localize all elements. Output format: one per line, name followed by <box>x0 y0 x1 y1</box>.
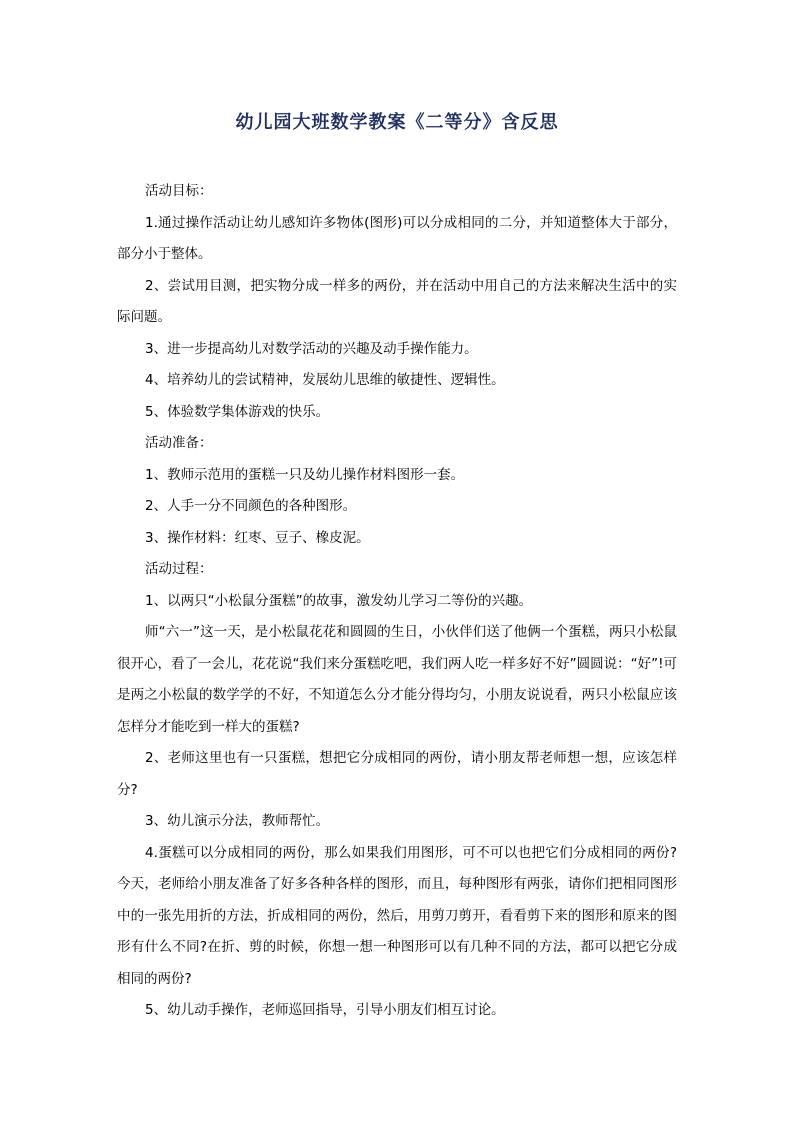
paragraph: 4.蛋糕可以分成相同的两份，那么如果我们用图形，可不可以也把它们分成相同的两份?今天，老师给小朋友准备了好多各种各样的图形，而且，每种图形有两张，请你们把相同图形中的一张先用折的方法，折成相同的两份，然后，用剪刀剪开，看看剪下来的图形和原来的图形有什么不同?在折、剪的时候，你想一想一种图形可以有几种不同的方法，都可以把它分成相同的两份? <box>117 844 677 987</box>
paragraph: 5、幼儿动手操作，老师巡回指导，引导小朋友们相互讨论。 <box>145 1002 505 1018</box>
paragraph: 1.通过操作活动让幼儿感知许多物体(图形)可以分成相同的二分，并知道整体大于部分，部分小于整体。 <box>117 214 677 262</box>
paragraph: 2、老师这里也有一只蛋糕，想把它分成相同的两份，请小朋友帮老师想一想，应该怎样分? <box>117 750 677 798</box>
paragraph: 4、培养幼儿的尝试精神，发展幼儿思维的敏捷性、逻辑性。 <box>145 372 505 388</box>
document-title: 幼儿园大班数学教案《二等分》含反思 <box>235 112 559 133</box>
paragraph: 3、幼儿演示分法，教师帮忙。 <box>145 813 330 829</box>
paragraph: 5、体验数学集体游戏的快乐。 <box>145 403 330 420</box>
section-heading-process: 活动过程： <box>145 561 213 577</box>
paragraph: 2、尝试用目测，把实物分成一样多的两份，并在活动中用自己的方法来解决生活中的实际问题。 <box>117 277 677 325</box>
paragraph: 师“六一”这一天，是小松鼠花花和圆圆的生日，小伙伴们送了他俩一个蛋糕，两只小松鼠很开心，看了一会儿，花花说“我们来分蛋糕吃吧，我们两人吃一样多好不好”圆圆说：“好”!可是两之小松鼠的数学学的不好，不知道怎么分才能分得均匀，小朋友说说看，两只小松鼠应该怎样分才能吃到一样大的蛋糕? <box>117 624 677 735</box>
section-heading-goals: 活动目标： <box>145 183 213 199</box>
document-body <box>117 176 677 1027</box>
paragraph: 2、人手一分不同颜色的各种图形。 <box>145 498 357 514</box>
paragraph: 3、操作材料：红枣、豆子、橡皮泥。 <box>145 529 370 546</box>
section-heading-preparation: 活动准备： <box>145 435 213 451</box>
paragraph: 1、以两只“小松鼠分蛋糕”的故事，激发幼儿学习二等份的兴趣。 <box>145 592 533 609</box>
paragraph: 1、教师示范用的蛋糕一只及幼儿操作材料图形一套。 <box>145 466 465 483</box>
paragraph: 3、进一步提高幼儿对数学活动的兴趣及动手操作能力。 <box>145 340 478 357</box>
